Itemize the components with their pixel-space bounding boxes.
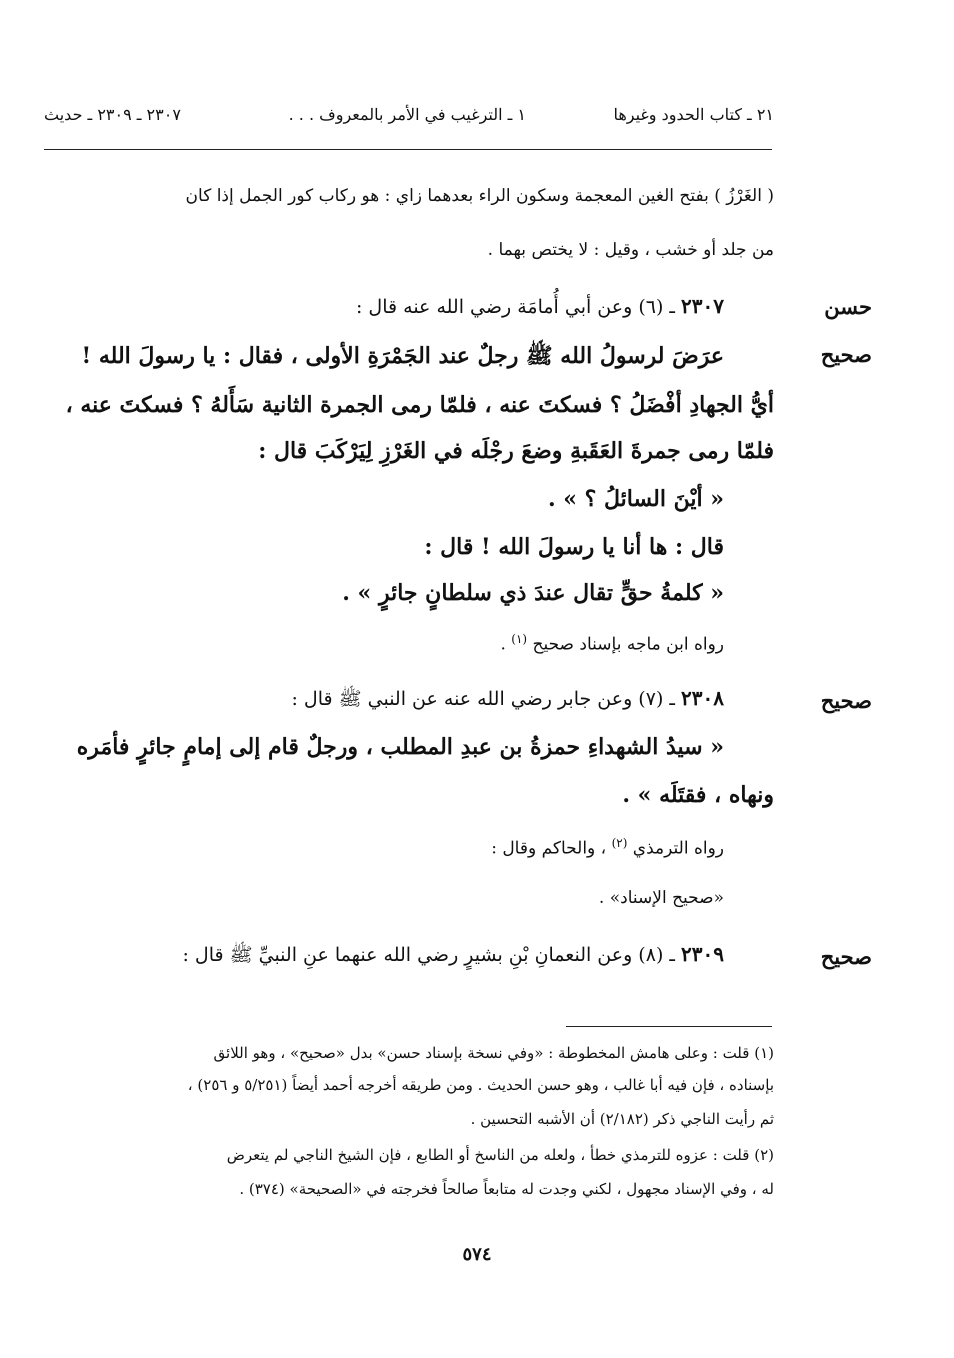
source-text: رواه ابن ماجه بإسناد صحيح xyxy=(532,634,724,655)
grade-label: صحيح xyxy=(820,342,872,367)
hadith-number: ٢٣٠٨ xyxy=(681,686,724,710)
intro-line-2: من جلد أو خشب ، وقيل : لا يختص بهما . xyxy=(487,240,774,260)
hadith-text-line: أيُّ الجهادِ أفْضَلُ ؟ فسكتَ عنه ، فلمّا رمى الجمرة الثانية سَأَلهُ ؟ فسكتَ عنه ، xyxy=(65,392,774,418)
page-number: ٥٧٤ xyxy=(462,1244,492,1265)
hadith-heading-text: ـ (٧) وعن جابر رضي الله عنه عن النبي ﷺ قال : xyxy=(291,688,675,710)
grade-label: حسن xyxy=(824,294,872,319)
header-chapter: ٢١ ـ كتاب الحدود وغيرها xyxy=(613,105,774,124)
footnote-line: (١) قلت : وعلى هامش المخطوطة : «وفي نسخة بإسناد حسن» بدل «صحيح» ، وهو اللائق xyxy=(213,1044,774,1062)
footnote-line: ثم رأيت الناجي ذكر (٢/١٨٢) أن الأشبه التحسين . xyxy=(470,1110,774,1128)
hadith-heading xyxy=(182,942,724,971)
footnote-line: له ، وفي الإسناد مجهول ، لكني وجدت له متابعاً صالحاً فخرجته في «الصحيحة» (٣٧٤) . xyxy=(239,1180,774,1198)
hadith-number: ٢٣٠٧ xyxy=(681,294,724,318)
hadith-heading-text: ـ (٨) وعن النعمانِ بْنِ بشيرٍ رضي الله عنهما عنِ النبيِّ ﷺ قال : xyxy=(182,944,675,966)
hadith-text-line: قال : ها أنا يا رسولَ الله ! قال : xyxy=(424,534,724,560)
hadith-text-line: « أيْنَ السائلُ ؟ » . xyxy=(547,486,724,512)
intro-line-1: ( الغَرْزُ ) بفتح الغين المعجمة وسكون الراء بعدهما زاي : هو ركاب كور الجمل إذا كان xyxy=(185,186,774,206)
footnote-ref: (١) xyxy=(511,632,528,646)
hadith-number: ٢٣٠٩ xyxy=(681,942,724,966)
hadith-source xyxy=(491,836,724,859)
footnote-divider xyxy=(566,1026,772,1027)
hadith-source: «صحيح الإسناد» . xyxy=(598,888,724,908)
source-end: . xyxy=(500,634,506,655)
footnote-ref: (٢) xyxy=(611,836,628,850)
header-divider xyxy=(44,149,772,150)
hadith-text-line: عرَضَ لرسولُ الله ﷺ رجلٌ عند الجَمْرَةِ الأولى ، فقال : يا رسولَ الله ! xyxy=(81,343,724,369)
header-range: ٢٣٠٧ ـ ٢٣٠٩ ـ حديث xyxy=(44,105,181,124)
source-text-rest: ، والحاكم وقال : xyxy=(491,838,607,859)
hadith-source xyxy=(500,632,724,655)
grade-label: صحيح xyxy=(820,944,872,969)
hadith-text-line: « سيدُ الشهداءِ حمزةُ بن عبدِ المطلب ، ورجلٌ قام إلى إمامٍ جائرٍ فأمَره xyxy=(76,734,724,760)
hadith-text-line: ونهاه ، فقتَلَه » . xyxy=(622,782,774,808)
footnote-line: (٢) قلت : عزوه للترمذي خطأ ، ولعله من الناسخ أو الطابع ، فإن الشيخ الناجي لم يتعرض xyxy=(226,1146,774,1164)
hadith-text-line: « كلمةُ حقٍّ تقال عندَ ذي سلطانٍ جائرٍ » . xyxy=(342,580,724,606)
header-section: ١ ـ الترغيب في الأمر بالمعروف . . . xyxy=(288,105,526,124)
hadith-heading xyxy=(291,686,724,715)
hadith-heading xyxy=(356,294,724,318)
hadith-heading-text: ـ (٦) وعن أبي أُمامَة رضي الله عنه قال : xyxy=(355,296,675,318)
footnote-line: بإسناده ، فإن فيه أبا غالب ، وهو حسن الحديث . ومن طريقه أخرجه أحمد أيضاً (٥/٢٥١ و ٢٥٦) ، xyxy=(187,1076,774,1094)
source-text: رواه الترمذي xyxy=(632,838,724,859)
grade-label: صحيح xyxy=(820,688,872,713)
hadith-text-line: فلمّا رمى جمرةَ العَقَبةِ وضعَ رجْلَه في الغَرْزِ لِيَرْكَبَ قال : xyxy=(258,438,774,464)
